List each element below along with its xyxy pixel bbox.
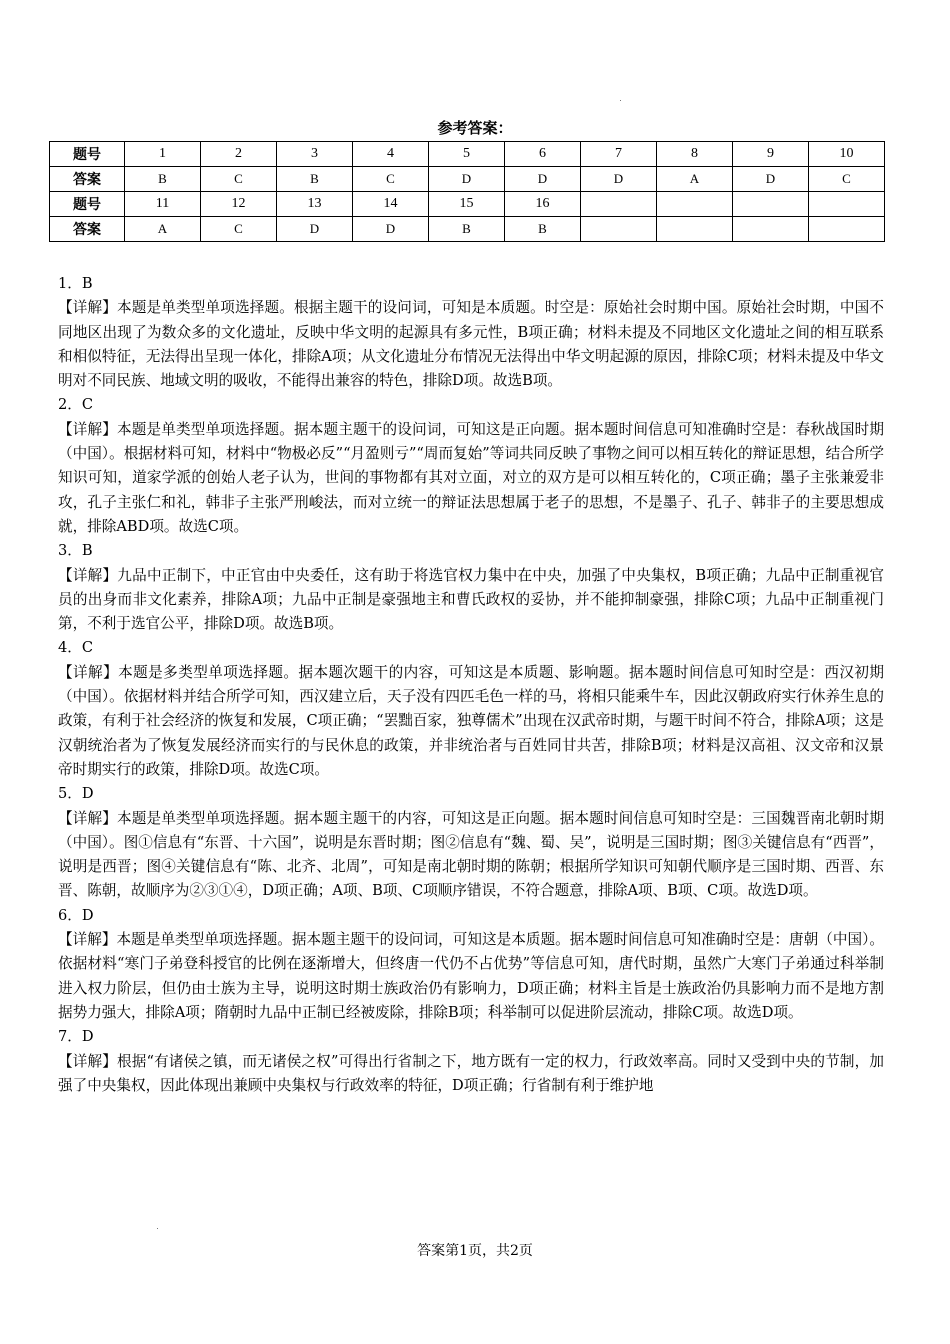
question-explanation: 【详解】本题是多类型单项选择题。据本题次题干的内容，可知这是本质题、影响题。据本题时间信息可知时空是：西汉初期（中国）。依据材料并结合所学可知，西汉建立后，天子没有四匹毛色一样的马，将相只能乘牛车，因此汉朝政府实行休养生息的政策，有利于社会经济的恢复和发展，C项正确；“罢黜百家，独尊儒术”出现在汉武帝时期，与题干时间不符合，排除A项；这是汉朝统治者为了恢复发展经济而实行的与民休息的政策，并非统治者与百姓同甘共苦，排除B项；材料是汉高祖、汉文帝和汉景帝时期实行的政策，排除D项。故选C项。 bbox=[58, 663, 884, 778]
table-cell: B bbox=[277, 167, 353, 192]
table-cell: C bbox=[201, 217, 277, 242]
table-cell: D bbox=[277, 217, 353, 242]
table-cell: D bbox=[429, 167, 505, 192]
table-cell: 12 bbox=[201, 192, 277, 217]
row-label: 题号 bbox=[50, 192, 125, 217]
question-number: 3．B bbox=[58, 542, 93, 560]
table-cell: 6 bbox=[505, 142, 581, 167]
table-cell bbox=[733, 217, 809, 242]
scan-dot-bottom bbox=[157, 1228, 158, 1229]
table-cell: 8 bbox=[657, 142, 733, 167]
question-number: 4．C bbox=[58, 639, 94, 657]
table-cell: 13 bbox=[277, 192, 353, 217]
table-cell: C bbox=[201, 167, 277, 192]
table-row bbox=[50, 142, 885, 167]
table-cell: B bbox=[429, 217, 505, 242]
table-row bbox=[50, 192, 885, 217]
scan-dot-top bbox=[620, 100, 621, 101]
table-cell bbox=[581, 217, 657, 242]
table-cell: D bbox=[733, 167, 809, 192]
table-cell: 9 bbox=[733, 142, 809, 167]
question-explanation: 【详解】根据“有诸侯之镇，而无诸侯之权”可得出行省制之下，地方既有一定的权力，行政效率高。同时又受到中央的节制，加强了中央集权，因此体现出兼顾中央集权与行政效率的特征，D项正确；行省制有利于维护地 bbox=[58, 1052, 884, 1094]
row-label: 答案 bbox=[50, 167, 125, 192]
table-cell: C bbox=[353, 167, 429, 192]
question-explanation: 【详解】本题是单类型单项选择题。根据主题干的设问词，可知是本质题。时空是：原始社会时期中国。原始社会时期，中国不同地区出现了为数众多的文化遗址，反映中华文明的起源具有多元性，B项正确；材料未提及不同地区文化遗址之间的相互联系和相似特征，无法得出呈现一体化，排除A项；从文化遗址分布情况无法得出中华文明起源的原因，排除C项；材料未提及中华文明对不同民族、地域文明的吸收，不能得出兼容的特色，排除D项。故选B项。 bbox=[58, 299, 884, 390]
table-cell: 16 bbox=[505, 192, 581, 217]
table-cell: 3 bbox=[277, 142, 353, 167]
question-explanation: 【详解】本题是单类型单项选择题。据本题主题干的设问词，可知这是正向题。据本题时间信息可知准确时空是：春秋战国时期（中国）。根据材料可知，材料中“物极必反”“月盈则亏”“周而复始”等词共同反映了事物之间可以相互转化的辩证思想，结合所学知识可知，道家学派的创始人老子认为，世间的事物都有其对立面，对立的双方是可以相互转化的，C项正确；墨子主张兼爱非攻，孔子主张仁和礼，韩非子主张严刑峻法，而对立统一的辩证法思想属于老子的思想，不是墨子、孔子、韩非子的主要思想成就，排除ABD项。故选C项。 bbox=[58, 420, 884, 535]
row-label: 题号 bbox=[50, 142, 125, 167]
table-cell: 10 bbox=[809, 142, 885, 167]
table-row bbox=[50, 217, 885, 242]
page-title: 参考答案： bbox=[437, 119, 513, 137]
table-cell bbox=[657, 217, 733, 242]
question-explanation: 【详解】本题是单类型单项选择题。据本题主题干的内容，可知这是正向题。据本题时间信息可知时空是：三国魏晋南北朝时期（中国）。图①信息有“东晋、十六国”，说明是东晋时期；图②信息有“魏、蜀、吴”，说明是三国时期；图③关键信息有“西晋”，说明是西晋；图④关键信息有“陈、北齐、北周”，可知是南北朝时期的陈朝；根据所学知识可知朝代顺序是三国时期、西晋、东晋、陈朝，故顺序为②③①④，D项正确；A项、B项、C项顺序错误，不符合题意，排除A项、B项、C项。故选D项。 bbox=[58, 809, 884, 900]
table-cell: 4 bbox=[353, 142, 429, 167]
table-cell bbox=[733, 192, 809, 217]
table-cell: C bbox=[809, 167, 885, 192]
table-cell: D bbox=[505, 167, 581, 192]
answer-table bbox=[49, 141, 885, 242]
table-cell: 15 bbox=[429, 192, 505, 217]
question-number: 1．B bbox=[58, 275, 93, 292]
question-number: 7．D bbox=[58, 1028, 94, 1046]
table-cell: B bbox=[505, 217, 581, 242]
table-cell: 1 bbox=[125, 142, 201, 167]
question-number: 6．D bbox=[58, 906, 94, 924]
table-cell bbox=[581, 192, 657, 217]
explanations bbox=[58, 272, 884, 1098]
table-cell: 7 bbox=[581, 142, 657, 167]
table-row bbox=[50, 167, 885, 192]
table-cell: D bbox=[581, 167, 657, 192]
question-number: 2．C bbox=[58, 396, 94, 414]
table-cell bbox=[809, 217, 885, 242]
table-cell bbox=[809, 192, 885, 217]
table-cell: D bbox=[353, 217, 429, 242]
table-cell: B bbox=[125, 167, 201, 192]
table-cell: 5 bbox=[429, 142, 505, 167]
row-label: 答案 bbox=[50, 217, 125, 242]
table-cell bbox=[657, 192, 733, 217]
question-number: 5．D bbox=[58, 785, 94, 803]
question-explanation: 【详解】九品中正制下，中正官由中央委任，这有助于将选官权力集中在中央，加强了中央集权，B项正确；九品中正制重视官员的出身而非文化素养，排除A项；九品中正制是豪强地主和曹氏政权的妥协，并不能抑制豪强，排除C项；九品中正制重视门第，不利于选官公平，排除D项。故选B项。 bbox=[58, 566, 884, 633]
table-cell: 2 bbox=[201, 142, 277, 167]
table-cell: 14 bbox=[353, 192, 429, 217]
table-cell: A bbox=[657, 167, 733, 192]
table-cell: 11 bbox=[125, 192, 201, 217]
table-cell: A bbox=[125, 217, 201, 242]
page-footer: 答案第1页，共2页 bbox=[417, 1243, 533, 1259]
question-explanation: 【详解】本题是单类型单项选择题。据本题主题干的设问词，可知这是本质题。据本题时间信息可知准确时空是：唐朝（中国）。依据材料“寒门子弟登科授官的比例在逐渐增大，但终唐一代仍不占优势”等信息可知，唐代时期，虽然广大寒门子弟通过科举制进入权力阶层，但仍由士族为主导，说明这时期士族政治仍有影响力，D项正确；材料主旨是士族政治仍具影响力而不是地方割据势力强大，排除A项；隋朝时九品中正制已经被废除，排除B项；科举制可以促进阶层流动，排除C项。故选D项。 bbox=[58, 931, 884, 1021]
